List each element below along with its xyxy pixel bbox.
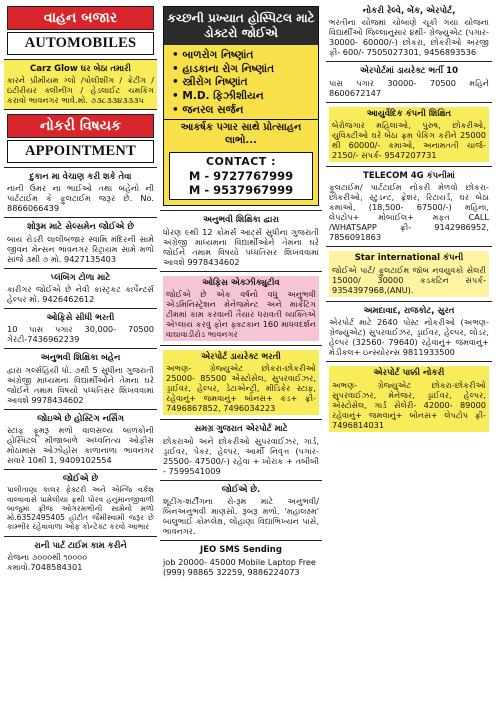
ad-body: શૂટીંગ-શર્ટીંગના રો-રૂમ માટે અનુભવી/ બિનઅનુભવી માણસો. રૂબરૂ મળો. 'મહાલક્ષ્મ' બાલુભાઈ કોમ્પ્લેક્ષ, લોહાણા વિદ્યાભિખ્યન પાસે, ભાવનગર. — [163, 496, 319, 537]
vehicle-section — [4, 0, 157, 60]
ad-body: પાલીતાણા કાલર ફેક્ટરી અને એન્જિ વર્કશ વાલ્વાવાસે પામેલીયા ફ્રથી પોરવ હનુમાનજીવાળી બાજુમાં ફ્રીજ ઓગરમભીની સામેનો મળો મો.6352495405 હૉટીત જૈમીસ્વામી જરૂર છે કામ્ભીર રહેવાવાળા ઓફ કોન્ટેક્ટ કરવો આભાર — [7, 485, 154, 532]
plumbing-ad — [4, 269, 157, 309]
office-exec-ad — [160, 272, 322, 346]
highlight-box — [329, 107, 489, 162]
job-section — [4, 110, 157, 168]
shop-sales-ad — [4, 168, 157, 218]
ad-body: job 20000- 45000 Mobile Laptop Free (999) 98865 32259, 9886224073 — [163, 556, 316, 577]
office-direct-ad — [4, 309, 157, 349]
ad-body: એરપોર્ટ માટે 2640 પોસ્ટ નોકરીઓ (અભણ- ગ્રેજ્યુએટ) સુપરવાઈઝર, ડ્રાઈવર, હેલ્પર, લોડર, હેલ્પર (32560- 79640) રહેવાનું+ જમવાનું+ મેડીકલ+ ઇન્સ્યોરન્સ 9811933500 — [329, 317, 489, 358]
ad-title: નોકરી રેલ્વે, બેંક, એરપોર્ટ, — [362, 6, 456, 16]
ad-title: Star international કંપની — [354, 253, 464, 264]
shirting-ad — [160, 481, 322, 541]
ad-body: કારને પ્રીમીયમ ગ્લો /પોલીશીંગ / ક્રેટીંગ /ઇંટીરીયર ક્લીનીંગ / હેડલાઈટ ચમકિંગ કરાવો ભાવનગર ભાવે.મો. ૭૩૮૩૩૪૩૩૩૫ — [7, 75, 154, 106]
list-item: • જનરલ સર્જન — [172, 104, 312, 118]
ad-title: એરપોર્ટ ડાયરેક્ટ ભરતી — [201, 352, 281, 363]
telecom-ad — [326, 167, 492, 247]
column-middle — [160, 0, 322, 581]
ad-body: જોઈએ પાર્ટ/ ફુલટાઈમ જૉબ નવયુવકો સેલરી 15000/ 30000 કડકટિન સંપર્ક- 9354397968,(ANU). — [332, 264, 486, 295]
ad-body: નાની ઉંમર ના ભાઈઓ તથા બહેનો ની પાર્ટટાઈમ કે ફુલટાઈમ જરૂર છે. No. 8866066439 — [7, 183, 154, 214]
ahmedabad-airport-ad — [326, 302, 492, 362]
ad-body: છોકરાઓ અને છોકરીઓ સુપરવાઈઝર, ગાર્ડ, ડ્રાઈવર, પેકર, હેલ્પર, આર્મી નિવૃત્ત (પગાર- 25500- 47500/-) રહેવા + ખોરાક + તબીબી - 7599541009 — [163, 435, 319, 476]
contact-box — [169, 152, 313, 200]
ad-title: સમગ્ર ગુજરાત એરપોર્ટ માટે — [194, 424, 288, 435]
list-item: • M.D. ફિઝીશીયન — [172, 90, 312, 104]
appointment-heading: APPOINTMENT — [7, 140, 154, 163]
ad-body: ભરતીના યોજમાં ચોબાણે ચૂકી ગયા યોજના વિદ્યાર્થીઓ જિલ્લાનુસાર ૪થી- ગ્રેજ્યુએટ (પગાર- 30000- 60000/-) છોકરા, છોકરીઓ અરજી ફી- 600/- 7505027301, 9456893536 — [329, 17, 489, 58]
jeo-sms-ad — [160, 541, 322, 580]
contact-phone: M - 9537967999 — [188, 182, 294, 197]
ad-body: જોઈએ છે એક વર્ષનો વધુ અનુભવી એડમિનિસ્ટ્રેશન મેનેજમેન્ટ અને માર્કેટિંગ ટીમમાં કામ કરવાની તૈયાર ધરાવતી વ્યક્તિએ એપ્લાય કરવું ફોન ફ્ક્ટકાન 160 માધવદર્શન વાઘાવાડીરોડ ભાવનગર — [166, 289, 316, 340]
tutor-ad — [160, 211, 322, 271]
ad-title: અમદાવાદ, રાજકોટ, સુરત — [363, 305, 455, 316]
ad-title: દુકાન મા વેચાણ કરી શકે તેવા — [29, 171, 132, 182]
ad-title: જોઈએ છે — [62, 474, 99, 485]
column-right — [326, 0, 492, 436]
ad-title: અનુભવી શિક્ષિકા બહેન — [40, 353, 121, 364]
star-international-ad — [326, 247, 492, 301]
ad-title: જોઈએ છે. — [221, 484, 261, 495]
wanted-ad — [4, 470, 157, 537]
highlight-box — [163, 350, 319, 415]
ad-body: 10 પાસ પગાર 30,000- 70500 ગેરંટી-7436962239 — [7, 324, 154, 345]
ad-title: જોઇએ છે હોસ્ટિંગ નર્સિંગ — [37, 413, 124, 424]
ad-body: કારીગર જોઈએ છે નેવી કાસ્ટ્રકટ કાર્પેન્ટર્સ હેલ્પર મો. 9426462612 — [7, 283, 154, 304]
feature-list — [164, 45, 318, 119]
highlight-box — [163, 276, 319, 341]
ad-body: બેરોજગાર મહિલાઓ, પુરુષ, છોકરીઓ, યુવિક્ટીઓ ઘરે બેઠા ફ્રમ પેકિંગ કરીને 25000 થી 60000/- કમાઓ, અનામતતી ચાર્જ- 2150/- સંપર્ક- 9547207731 — [332, 120, 486, 161]
vehicle-heading: વાહન બજાર — [7, 6, 154, 30]
ad-body: અભણ- ગ્રેજ્યુએટ છોકરા-છોકરીઓ 25000- 85500 એસ્ટોસેલ, સુપરવાઈઝર, ડ્રાઈવર, હેલ્પર, ડેટાએન્ટ્રી, મીડિકેર સ્ટાફ, રહેવાનું+ જમવાનું+ બોનસ+ કંડ+ ફ્રી- 7496867852, 7496034223 — [166, 363, 316, 414]
job-heading: નોકરી વિષયક — [7, 114, 154, 138]
teacher-ad — [4, 349, 157, 409]
ad-title: ઓફિસ એક્ઝીક્યુટીવ — [202, 277, 280, 288]
column-left — [4, 0, 157, 576]
ad-title: આયુર્વેદિક કંપની શિક્ષિત — [366, 108, 452, 119]
ad-body: પાસ પગાર 30000- 70500 મહિને 8600672147 — [329, 77, 489, 98]
highlight-box — [329, 251, 489, 296]
hospital-feature-ad — [160, 0, 322, 211]
ad-title: TELECOM 4G કંપનીમાં — [363, 171, 455, 182]
list-item: • બાળરોગ નિષ્ણાંત — [172, 49, 312, 63]
gujarat-airport-ad — [160, 420, 322, 480]
ad-body: રોજના ૭૦૦૦થી ૧૦૦૦૦ કમાવો.7048584301 — [7, 552, 88, 573]
ad-body: અભણ- ગ્રેજ્યુએટ છોકરા-છોકરીઓ સુપરવાઈઝર, મેનેજર, ડ્રાઈવર, હેલ્પર, એસ્ટોસેલ, ગાર્ડ સેલેરી- 42000- 89000 રહેવાનું+ જમવાનું+ બોનસ+ લેપટોપ ફ્રી- 7496814031 — [332, 379, 486, 430]
highlight-box — [329, 366, 489, 431]
ad-title: પ્લંબિંગ ટોળા માટે — [50, 272, 111, 283]
ad-title: અનુભવી શિક્ષિકા દ્વારા — [203, 215, 279, 226]
feature-box — [163, 6, 319, 206]
showroom-ad — [4, 218, 157, 268]
ad-title: શોરૂમ માટે સેલ્સમેન જોઈએ છે — [27, 222, 134, 233]
list-item: • સ્ત્રીરોગ નિષ્ણાંત — [172, 76, 312, 90]
ad-title: રાની પાર્ટ ટાઈમ કામ કરીને — [34, 540, 127, 551]
contact-phone: M - 9727767999 — [188, 168, 294, 183]
contact-label: CONTACT : — [205, 155, 277, 169]
ad-title: ઓફિસે સીધી ભરતી — [46, 312, 115, 323]
parttime-ad — [4, 537, 157, 576]
airport-permanent-ad — [326, 362, 492, 435]
nursing-ad — [4, 410, 157, 470]
airport-direct-ad — [160, 346, 322, 420]
ad-body: સ્ટાફ ફૂમરૂ મળો વાલસલ્ય બાળકોની હોસ્પિટલ મીજાબાળે અધ્વનિત્ય ઓફીસ મોઠામાસ ઓઝોહોસ કાળાનાળા ભાવનગર સવારે 10થી 1, 9409102554 — [7, 425, 154, 466]
ad-body: દ્વારા ગર્લ્સહિયી ધો. ૭થી 5 સુધીના ગુજરાતી અંગ્રેજી માધ્યમના વિદ્યાર્થીઓને તેમના ઘરે જોઈને તમામ વિષયો પધ્ધતિસર શિખવવામાં આવશે 9978434602 — [7, 364, 154, 405]
ad-body: ફુલટાઈમ/ પાર્ટટાઈમ નોકરી મેળવો છોકરા-છોકરીઓ, સ્ટુડન્ટ, ફ્રેશર, રિટાયર્ડ, ઘર બેઠા કમાઓ, (18,500- 67500/-) મહિના, લેપટોપ+ મોબાઈલ+ મફત CALL /WHATSAPP ફ્રી- 9142986952, 7856091863 — [329, 182, 489, 243]
railway-bank-ad — [326, 0, 492, 62]
ad-title: Carz Glow ઘર બેઠા તમારી — [30, 63, 131, 74]
carz-glow-ad — [4, 60, 157, 110]
ad-body: બાય રોડરી લાલીબજાર સ્વામિ મંદિરની સામે જીવન મેન્સન ભાવનગર રિટ્રાયમ સામે મળો સાંજે ૩થી ૭ મો. 9427135403 — [7, 233, 154, 264]
ayurvedic-ad — [326, 103, 492, 167]
feature-title: કચ્છની પ્રખ્યાત હોસ્પિટલ માટે ડોક્ટરો જોઈએ — [164, 7, 318, 45]
ad-title: JEO SMS Sending — [200, 545, 282, 556]
list-item: • હાડકાના રોગ નિષ્ણાંત — [172, 63, 312, 77]
feature-subtitle: આકર્ષક પગાર સાથે પ્રોત્સાહન લાભો... — [164, 119, 318, 149]
ad-title: એરપોર્ટમાં ડાયરેક્ટ ભર્તી 10 — [359, 66, 458, 77]
ad-title: એરપોર્ટ પાક્કી નોકરી — [373, 368, 445, 379]
ad-body: ધોરણ ૯થી 12 કોમર્સ આર્ટ્સ સુધીના ગુજરાતી અંગ્રેજી માધ્યમના વિદ્યાર્થીઓને તેમના ઘરે જોઈને તમામ વિષયો પધ્ધતિસર શિખવવામાં આવશે 9978434602 — [163, 226, 319, 267]
automobiles-heading: AUTOMOBILES — [7, 32, 154, 55]
airport-10pass-ad — [326, 62, 492, 102]
